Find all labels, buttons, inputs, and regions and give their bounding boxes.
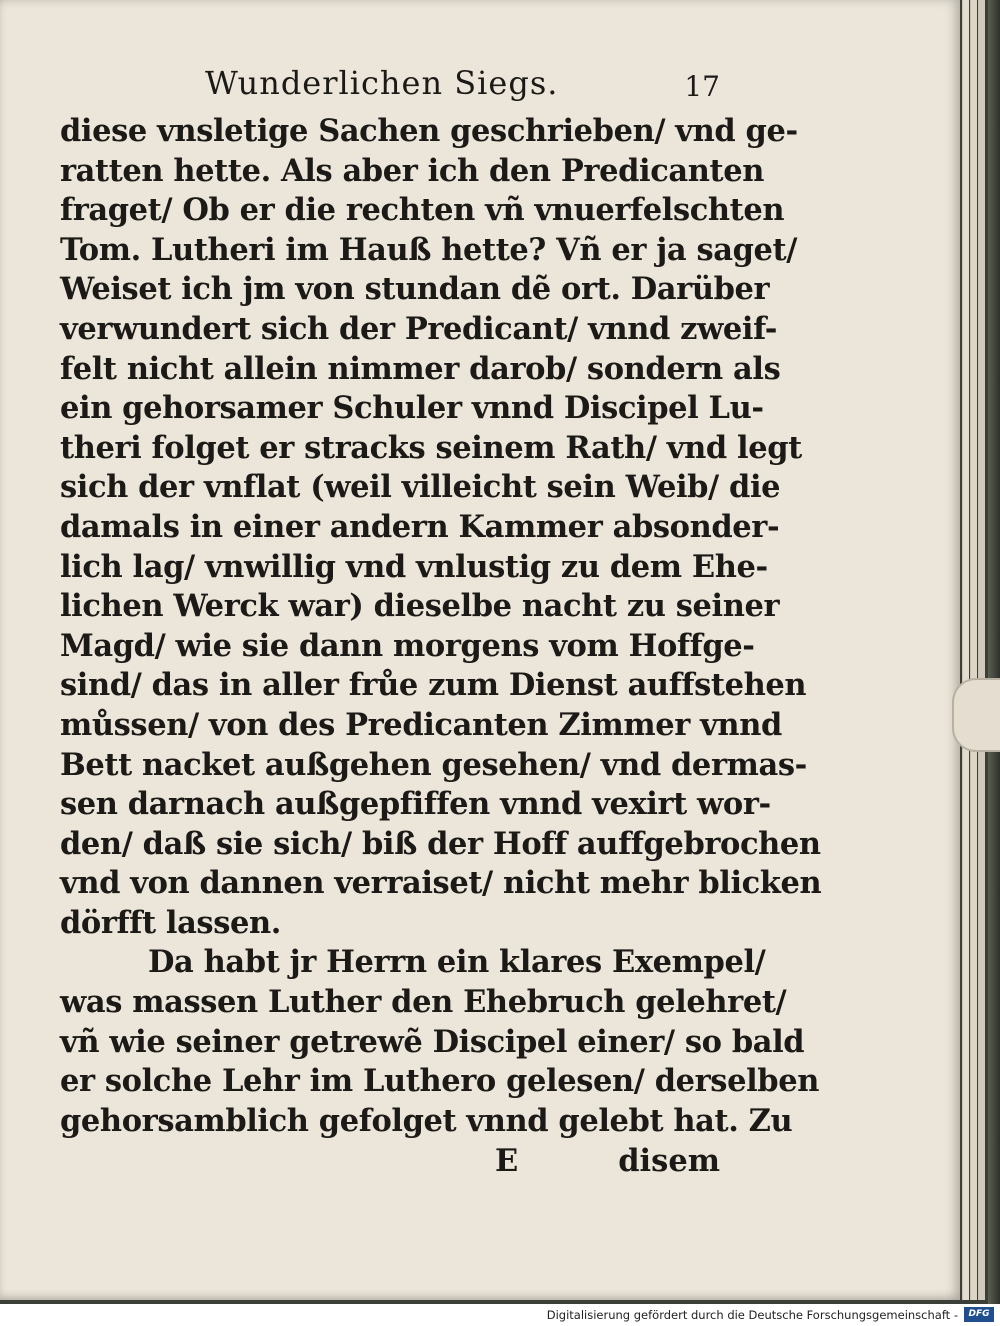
text-line: vnd von dannen verraiset/ nicht mehr blicken [60,865,822,902]
text-line: lich lag/ vnwillig vnd vnlustig zu dem Ehe- [60,548,768,585]
text-line: diese vnsletige Sachen geschrieben/ vnd ge- [60,113,798,149]
text-line: was massen Luther den Ehebruch gelehret/ [60,984,787,1021]
text-line: Magd/ wie sie dann morgens vom Hoffge- [60,627,755,664]
running-head [60,60,720,112]
page-tab-marker [952,678,1000,752]
text-line: ein gehorsamer Schuler vnnd Discipel Lu- [60,390,764,427]
page-foot [60,1141,720,1181]
dfg-logo-icon: DFG [964,1307,994,1322]
text-line: Tom. Lutheri im Hauß hette? Vñ er ja saget/ [60,231,797,268]
text-line: felt nicht allein nimmer darob/ sondern als [60,350,781,387]
text-line: sind/ das in aller frůe zum Dienst auffstehen [60,667,807,704]
text-line: er solche Lehr im Luthero gelesen/ derselben [60,1063,819,1100]
credit-bar [0,1304,1000,1326]
text-line: gehorsamblich gefolget vnnd gelebt hat. Zu [60,1102,793,1139]
page-edge [962,0,969,1300]
page-edge [978,0,985,1300]
running-head-title: Wunderlichen Siegs. [205,64,559,102]
text-line: můssen/ von des Predicanten Zimmer vnnd [60,706,782,743]
text-line: vñ wie seiner getrewẽ Discipel einer/ so bald [60,1023,805,1060]
signature-mark: E [495,1143,519,1180]
text-line: den/ daß sie sich/ biß der Hoff auffgebrochen [60,825,821,862]
text-line: dörfft lassen. [60,904,281,941]
funding-credit: Digitalisierung gefördert durch die Deutsche Forschungsgemeinschaft - [546,1308,958,1322]
page-text-block [60,60,822,1181]
text-line: Da habt jr Herrn ein klares Exempel/ [148,944,766,981]
book-cover-strip [988,0,1000,1304]
text-line: fraget/ Ob er die rechten vñ vnuerfelschten [60,192,785,229]
text-line: sich der vnflat (weil villeicht sein Weib/ die [60,469,781,506]
text-line: verwundert sich der Predicant/ vnnd zweif- [60,310,778,347]
text-line: ratten hette. Als aber ich den Predicanten [60,152,765,189]
page-edge [970,0,977,1300]
text-line: sen darnach außgepfiffen vnnd vexirt wor- [60,786,771,823]
text-line: lichen Werck war) dieselbe nacht zu seiner [60,588,780,625]
text-line: theri folget er stracks seinem Rath/ vnd legt [60,429,802,466]
text-line: damals in einer andern Kammer absonder- [60,508,780,545]
catchword: disem [618,1143,720,1180]
page-number: 17 [684,70,720,103]
text-line: Weiset ich jm von stundan dẽ ort. Darüber [60,271,770,308]
text-line: Bett nacket außgehen gesehen/ vnd dermas- [60,746,807,783]
